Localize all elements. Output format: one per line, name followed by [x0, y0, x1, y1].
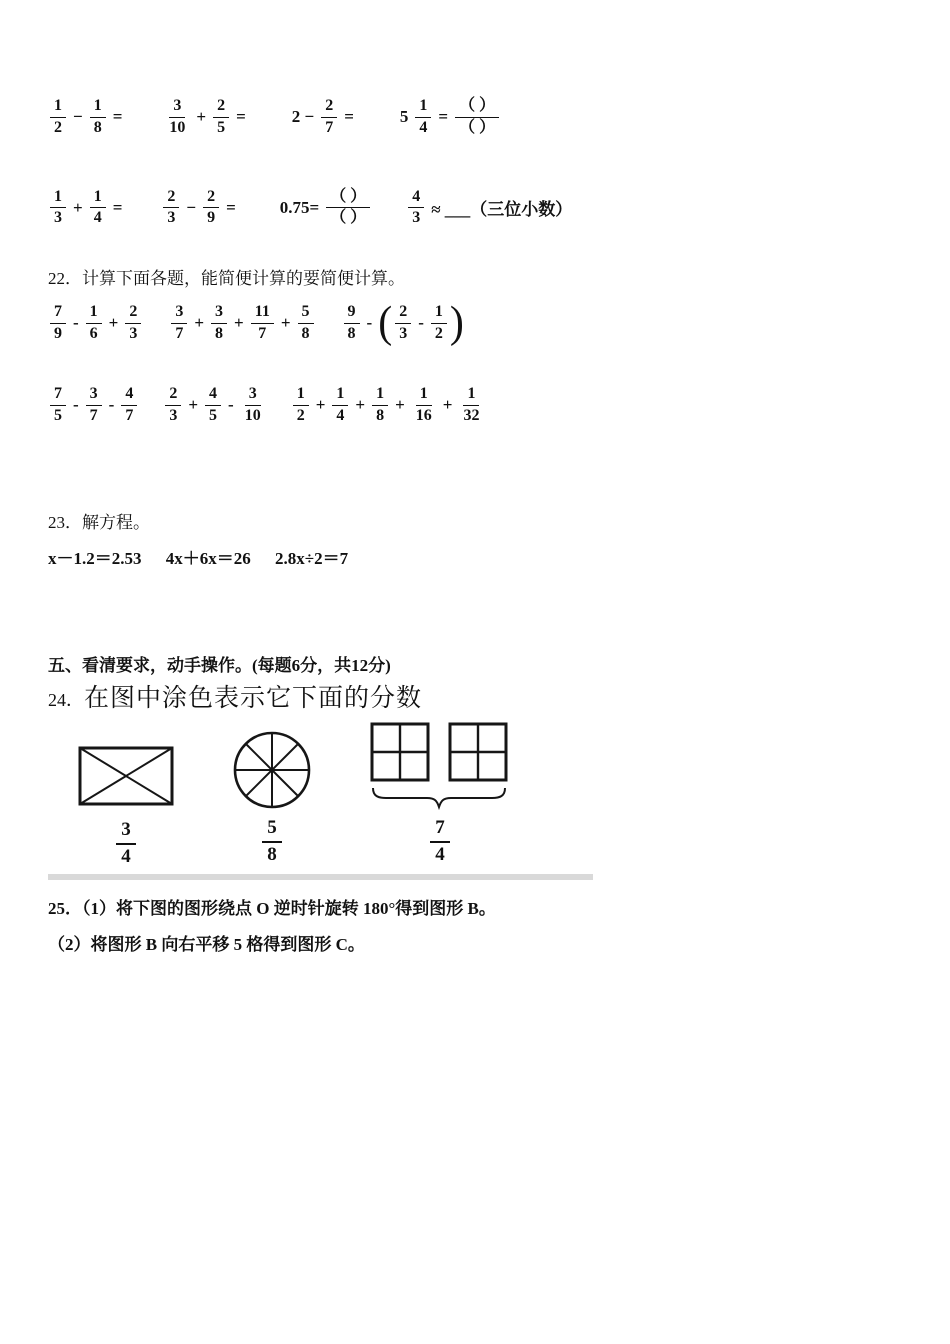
fraction-numerator: 5	[298, 302, 314, 324]
operator-text: =	[236, 107, 246, 127]
fraction	[408, 187, 424, 230]
fraction-numerator: 1	[415, 96, 431, 118]
fraction	[459, 384, 483, 427]
fraction	[205, 384, 221, 427]
fraction-denominator: （ ）	[459, 118, 496, 136]
fraction-numerator: 3	[169, 96, 185, 118]
operator-text: -	[108, 395, 115, 415]
fraction-numerator: 1	[50, 187, 66, 209]
expression-half-minus-eighth	[48, 96, 127, 139]
operator-text: -	[366, 313, 373, 333]
fraction-numerator: 1	[90, 96, 106, 118]
fraction-numerator: 11	[251, 302, 274, 324]
fraction	[395, 302, 411, 345]
fraction	[50, 384, 66, 427]
q22-header: 22．计算下面各题，能简便计算的要简便计算。	[48, 269, 405, 289]
fraction-numerator: 9	[344, 302, 360, 324]
fraction-denominator: 2	[434, 324, 443, 342]
calc-row-1	[48, 96, 902, 139]
fraction-denominator: 8	[215, 324, 224, 342]
fraction-numerator: 1	[50, 96, 66, 118]
q23-equations	[48, 544, 902, 569]
q24-figure	[48, 716, 593, 879]
fraction	[241, 384, 265, 427]
operator-text: 0.75=	[279, 197, 320, 217]
fraction-denominator: 2	[54, 118, 62, 136]
operator-text: =	[112, 197, 123, 217]
expression-two-thirds-minus-two-ninths	[161, 187, 240, 230]
fraction-denominator: 4	[93, 209, 102, 227]
expression-q22-5	[163, 384, 266, 427]
fraction-numerator: 2	[321, 96, 337, 118]
calc-row-2	[48, 187, 902, 230]
q24-title	[48, 678, 902, 714]
q25-line1: 25．（1）将下图的图形绕点 O 逆时针旋转 180°得到图形 B。	[48, 898, 496, 918]
fraction-numerator: 4	[121, 384, 137, 406]
fraction-five-eighths: $\frac{5}{8}$	[262, 816, 282, 867]
fraction-denominator: 9	[54, 324, 62, 342]
operator-text: +	[196, 107, 207, 127]
fraction-numerator: 3	[171, 302, 187, 324]
operator-text: +	[108, 313, 119, 333]
fraction	[203, 187, 219, 230]
fraction-denominator: 3	[167, 209, 176, 227]
fraction-denominator: 3	[399, 324, 408, 342]
circle-eight-sectors-shape	[232, 730, 312, 810]
fraction-numerator: 2	[165, 384, 181, 406]
fraction-numerator: 4	[205, 384, 221, 406]
operator-text: +	[280, 313, 291, 333]
fraction-denominator: 7	[325, 118, 334, 136]
fraction-denominator: 7	[258, 324, 267, 342]
fraction-denominator: 8	[93, 118, 102, 136]
fraction-denominator: 5	[209, 406, 218, 424]
fraction-numerator: 2	[125, 302, 141, 324]
fraction-numerator: （ ）	[455, 96, 499, 118]
fraction	[171, 302, 187, 345]
fraction-numerator: 1	[86, 302, 102, 324]
operator-text: +	[73, 197, 83, 217]
operator-text: ≈ ___（三位小数）	[431, 200, 573, 220]
operator-text: +	[188, 395, 199, 415]
figure-two-squares-grid	[370, 722, 510, 867]
rectangle-x-shape	[78, 746, 174, 806]
fraction-numerator: 3	[245, 384, 261, 406]
operator-text: +	[395, 395, 405, 415]
operator-text: +	[194, 313, 205, 333]
fraction-numerator: 2	[395, 302, 411, 324]
fraction-numerator: 4	[408, 187, 424, 209]
expression-two-minus-two-sevenths	[287, 96, 359, 139]
fraction	[86, 384, 102, 427]
fraction	[90, 96, 106, 139]
fraction-numerator: 3	[211, 302, 227, 324]
fraction-three-fourths: $\frac{3}{4}$	[116, 818, 136, 869]
operator-text: 5	[399, 107, 409, 127]
fraction	[344, 302, 360, 345]
fraction	[211, 302, 227, 345]
fraction-seven-fourths: $\frac{7}{4}$	[430, 816, 450, 867]
operator-text: +	[315, 395, 326, 415]
fraction-denominator: 10	[244, 406, 261, 424]
figure-circle-eight-sectors	[232, 730, 312, 867]
operator-text: −	[73, 107, 83, 127]
operator-text: +	[442, 395, 453, 415]
fraction	[90, 187, 106, 230]
expression-three-tenths-plus-two-fifths	[163, 96, 250, 139]
fraction	[121, 384, 137, 427]
fraction-denominator: 7	[89, 406, 98, 424]
operator-text: 2 −	[291, 107, 315, 127]
fraction	[50, 96, 66, 139]
fraction-denominator: （ ）	[330, 209, 367, 227]
fraction	[165, 384, 181, 427]
operator-text: −	[186, 197, 197, 217]
fraction-denominator: 3	[129, 324, 138, 342]
fraction	[86, 302, 102, 345]
operator-text: =	[344, 107, 354, 127]
fraction-denominator: 9	[207, 209, 216, 227]
operator-text: -	[73, 313, 79, 333]
fraction	[332, 384, 348, 427]
operator-text: =	[112, 107, 123, 127]
big-paren: )	[449, 298, 464, 347]
fraction	[326, 187, 370, 230]
fraction	[50, 302, 66, 345]
fraction-denominator: 10	[169, 118, 186, 136]
fraction	[431, 302, 447, 345]
fraction-denominator: 6	[89, 324, 98, 342]
fraction	[372, 384, 388, 427]
fraction-denominator: 8	[347, 324, 356, 342]
fraction-denominator: 3	[412, 209, 421, 227]
fraction	[412, 384, 436, 427]
fraction-denominator: 8	[301, 324, 310, 342]
q23-header: 23．解方程。	[48, 513, 150, 533]
expression-q22-2	[169, 302, 315, 345]
fraction-numerator: 1	[431, 302, 447, 324]
operator-text: +	[355, 395, 366, 415]
fraction-denominator: 7	[175, 324, 184, 342]
expression-four-thirds-approx	[406, 187, 577, 230]
fraction-numerator: 2	[203, 187, 219, 209]
equation-3: 2.8x÷2＝7	[275, 549, 349, 569]
fraction-denominator: 5	[217, 118, 226, 136]
fraction	[293, 384, 309, 427]
fraction-numerator: 7	[50, 302, 66, 324]
fraction	[321, 96, 337, 139]
fraction-denominator: 7	[125, 406, 134, 424]
fraction-numerator: 7	[50, 384, 66, 406]
fraction	[455, 96, 499, 139]
fraction-numerator: （ ）	[326, 187, 370, 209]
fraction-numerator: 2	[213, 96, 229, 118]
equation-2: 4x＋6x＝26	[165, 549, 251, 569]
expression-q22-6	[291, 384, 486, 427]
expression-q22-4	[48, 384, 139, 427]
operator-text: -	[73, 395, 79, 415]
q24-number: 24．	[48, 690, 84, 711]
operator-text: =	[438, 107, 449, 127]
operator-text: =	[226, 197, 236, 217]
equation-1: x－1.2＝2.53	[48, 549, 142, 569]
q22-row-1	[48, 298, 902, 347]
fraction	[213, 96, 229, 139]
fraction	[298, 302, 314, 345]
expression-decimal-to-fraction	[275, 187, 372, 230]
fraction	[125, 302, 141, 345]
fraction	[163, 187, 179, 230]
fraction-denominator: 4	[336, 406, 345, 424]
fraction-numerator: 1	[463, 384, 479, 406]
section5-header: 五、看清要求，动手操作。(每题6分，共12分)	[48, 656, 391, 676]
fraction-denominator: 3	[169, 406, 178, 424]
expression-third-plus-fourth	[48, 187, 127, 230]
fraction-numerator: 3	[86, 384, 102, 406]
fraction-numerator: 2	[163, 187, 179, 209]
fraction-denominator: 2	[296, 406, 305, 424]
fraction-denominator: 16	[415, 406, 432, 424]
expression-q22-1	[48, 302, 143, 345]
brace-under-squares	[373, 788, 505, 807]
expression-q22-3	[342, 298, 465, 347]
fraction	[50, 187, 66, 230]
fraction-numerator: 1	[332, 384, 348, 406]
big-paren: (	[378, 298, 393, 347]
fraction-numerator: 1	[372, 384, 388, 406]
operator-text: +	[234, 313, 244, 333]
fraction-numerator: 1	[293, 384, 309, 406]
fraction-denominator: 5	[54, 406, 62, 424]
fraction-denominator: 3	[54, 209, 62, 227]
expression-mixed-number-convert	[395, 96, 501, 139]
fraction	[415, 96, 431, 139]
fraction-numerator: 1	[416, 384, 432, 406]
figure-rectangle-with-diagonals	[78, 746, 174, 869]
q22-row-2	[48, 384, 902, 427]
fraction-denominator: 32	[463, 406, 480, 424]
fraction	[165, 96, 189, 139]
fraction-numerator: 1	[90, 187, 106, 209]
two-squares-with-brace-shape	[370, 722, 510, 812]
fraction	[251, 302, 274, 345]
operator-text: -	[418, 313, 424, 333]
q24-title-text: 在图中涂色表示它下面的分数	[84, 685, 423, 713]
fraction-denominator: 4	[419, 118, 428, 136]
q25-line2: （2）将图形 B 向右平移 5 格得到图形 C。	[48, 934, 365, 954]
fraction-denominator: 8	[376, 406, 385, 424]
operator-text: -	[228, 395, 234, 415]
